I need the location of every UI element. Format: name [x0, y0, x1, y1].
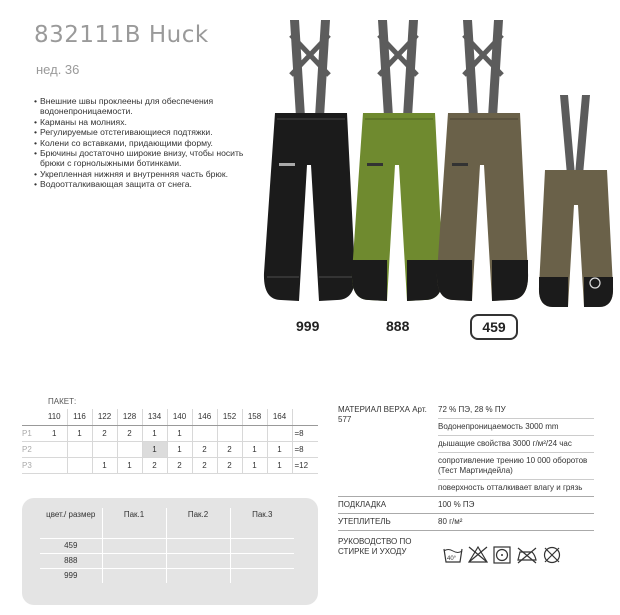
pants-green-illustration[interactable]: [352, 20, 443, 301]
order-input-cell[interactable]: [166, 538, 230, 553]
size-header: 158: [242, 409, 267, 425]
order-header-row: [40, 508, 294, 538]
spec-label: УТЕПЛИТЕЛЬ: [338, 517, 391, 526]
pants-black-illustration[interactable]: [264, 20, 355, 301]
packet-row-p3: [22, 457, 318, 473]
spec-value: Водонепроницаемость 3000 mm: [438, 419, 594, 436]
size-cell: 1: [92, 457, 117, 473]
color-code-999[interactable]: 999: [296, 318, 320, 334]
spec-label: МАТЕРИАЛ ВЕРХА Арт. 577: [338, 405, 427, 424]
size-header: 140: [167, 409, 192, 425]
order-header: цвет./ размер: [40, 508, 102, 538]
size-cell: [117, 441, 142, 457]
size-cell: [67, 441, 92, 457]
size-cell: [67, 457, 92, 473]
size-cell: 1: [267, 457, 292, 473]
size-cell: 1: [242, 457, 267, 473]
week-label: нед. 36: [36, 62, 80, 77]
size-cell: 2: [192, 457, 217, 473]
size-cell: 1: [67, 425, 92, 441]
row-total: =12: [292, 457, 318, 473]
size-header: 146: [192, 409, 217, 425]
feature-item: • Укрепленная нижняя и внутренняя часть брюк.: [34, 169, 269, 179]
size-cell: 1: [142, 425, 167, 441]
spec-value: 100 % ПЭ: [438, 500, 475, 509]
feature-item: • Водоотталкивающая защита от снега.: [34, 179, 269, 189]
size-cell: 1: [267, 441, 292, 457]
tumble-dry-icon: [494, 547, 510, 563]
size-cell: [42, 441, 67, 457]
size-cell: 1: [242, 441, 267, 457]
order-input-cell[interactable]: [166, 568, 230, 583]
product-illustrations: [255, 15, 615, 315]
order-input-cell[interactable]: [230, 568, 294, 583]
color-code-888[interactable]: 888: [386, 318, 410, 334]
size-cell: 1: [167, 425, 192, 441]
order-row-459: [40, 538, 294, 553]
feature-list: [34, 96, 269, 190]
spec-value: поверхность отталкивает влагу и грязь: [438, 483, 583, 492]
feature-item: • Регулируемые отстегивающиеся подтяжки.: [34, 127, 269, 137]
spec-label: ПОДКЛАДКА: [338, 500, 387, 509]
no-bleach-icon: [469, 547, 487, 562]
order-row-999: [40, 568, 294, 583]
spec-label: РУКОВОДСТВО ПО СТИРКЕ И УХОДУ: [338, 537, 412, 556]
order-row-color: 999: [40, 568, 102, 583]
packet-size-table: [22, 409, 318, 474]
size-cell: 2: [92, 425, 117, 441]
size-cell: [92, 441, 117, 457]
packet-label: ПАКЕТ:: [48, 397, 77, 406]
order-input-cell[interactable]: [102, 538, 166, 553]
row-label: P3: [22, 457, 42, 473]
order-row-color: 459: [40, 538, 102, 553]
size-header: 164: [267, 409, 292, 425]
size-cell: 1: [167, 441, 192, 457]
spec-insulation: [338, 514, 594, 531]
size-cell: [267, 425, 292, 441]
order-row-888: [40, 553, 294, 568]
feature-item: • Внешние швы проклеены для обеспечения водонепроницаемости.: [34, 96, 269, 117]
spec-value: 72 % ПЭ, 28 % ПУ: [438, 402, 594, 419]
size-header: 110: [42, 409, 67, 425]
row-total: =8: [292, 425, 318, 441]
order-header: Пак.2: [166, 508, 230, 538]
feature-item: • Брючины достаточно широкие внизу, чтобы носить брюки с горнолыжными ботинками.: [34, 148, 269, 169]
spec-value: дышащие свойства 3000 г/м²/24 час: [438, 436, 594, 453]
size-cell: 2: [117, 425, 142, 441]
care-icons: [442, 545, 572, 565]
size-header: 128: [117, 409, 142, 425]
order-input-cell[interactable]: [102, 553, 166, 568]
spec-value: сопротивление трению 10 000 оборотов (Тест Мартиндейла): [438, 453, 594, 480]
size-cell: 1: [42, 425, 67, 441]
order-input-cell[interactable]: [166, 553, 230, 568]
row-label: P2: [22, 441, 42, 457]
wash-temp-label: 40°: [447, 556, 457, 562]
size-header: 116: [67, 409, 92, 425]
size-header: 122: [92, 409, 117, 425]
size-cell: [217, 425, 242, 441]
color-code-459-selected[interactable]: 459: [470, 314, 518, 340]
size-cell: 2: [167, 457, 192, 473]
order-table: [40, 508, 294, 583]
feature-item: • Колени со вставками, придающими форму.: [34, 138, 269, 148]
feature-item: • Карманы на молниях.: [34, 117, 269, 127]
order-input-cell[interactable]: [102, 568, 166, 583]
size-cell: 2: [217, 441, 242, 457]
spec-care: [338, 531, 594, 573]
size-cell: [42, 457, 67, 473]
order-header: Пак.1: [102, 508, 166, 538]
row-label: P1: [22, 425, 42, 441]
pants-brown-illustration[interactable]: [437, 20, 528, 301]
size-cell: 1: [117, 457, 142, 473]
packet-row-p2: [22, 441, 318, 457]
wash-40-icon: [444, 549, 462, 562]
size-cell: 1: [142, 441, 167, 457]
order-input-cell[interactable]: [230, 538, 294, 553]
spec-value: 80 г/м²: [438, 517, 463, 526]
product-title: 832111B Huck: [34, 22, 209, 48]
size-header: 152: [217, 409, 242, 425]
packet-row-p1: [22, 425, 318, 441]
no-iron-icon: [518, 548, 536, 563]
size-cell: 2: [142, 457, 167, 473]
size-header-row: [22, 409, 318, 425]
order-row-color: 888: [40, 553, 102, 568]
size-cell: 2: [217, 457, 242, 473]
size-cell: 2: [192, 441, 217, 457]
no-dry-clean-icon: [545, 548, 560, 563]
row-total: =8: [292, 441, 318, 457]
order-input-cell[interactable]: [230, 553, 294, 568]
spec-table: [338, 402, 594, 573]
size-header: 134: [142, 409, 167, 425]
pants-brown-back-illustration[interactable]: [539, 95, 613, 307]
order-header: Пак.3: [252, 510, 273, 519]
spec-lining: [338, 497, 594, 514]
size-cell: [242, 425, 267, 441]
spec-material: [338, 402, 594, 497]
size-cell: [192, 425, 217, 441]
